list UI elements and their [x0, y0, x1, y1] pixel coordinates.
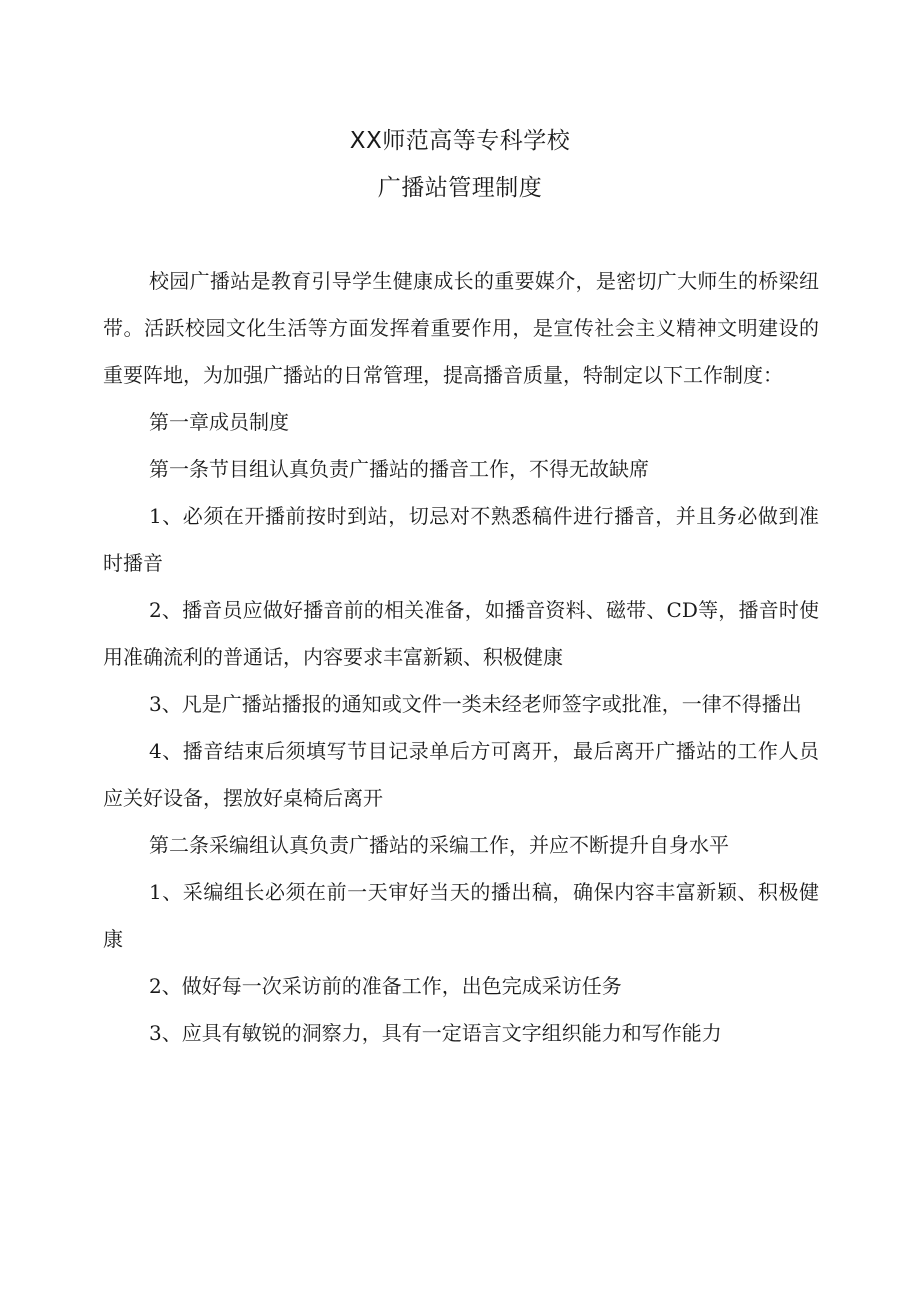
- list-item: 2、做好每一次采访前的准备工作，出色完成采访任务: [149, 974, 622, 998]
- document-title: XX师范高等专科学校: [349, 128, 571, 154]
- list-item: 4、播音结束后须填写节目记录单后方可离开，最后离开广播站的工作人员应关好设备，摆放好桌椅后离开: [103, 739, 819, 810]
- article-heading: 第一条节目组认真负责广播站的播音工作，不得无故缺席: [149, 457, 649, 481]
- article-heading: 第二条采编组认真负责广播站的采编工作，并应不断提升自身水平: [149, 833, 729, 857]
- intro-paragraph: 校园广播站是教育引导学生健康成长的重要媒介，是密切广大师生的桥梁纽带。活跃校园文化生活等方面发挥着重要作用，是宣传社会主义精神文明建设的重要阵地，为加强广播站的日常管理，提高播音质量，特制定以下工作制度：: [103, 269, 819, 387]
- document-subtitle: 广播站管理制度: [377, 175, 543, 201]
- list-item: 1、采编组长必须在前一天审好当天的播出稿，确保内容丰富新颖、积极健康: [103, 880, 819, 951]
- document-body: [103, 258, 819, 1057]
- list-item: 3、应具有敏锐的洞察力，具有一定语言文字组织能力和写作能力: [149, 1021, 722, 1045]
- list-item: 3、凡是广播站播报的通知或文件一类未经老师签字或批准，一律不得播出: [149, 692, 802, 716]
- list-item: 2、播音员应做好播音前的相关准备，如播音资料、磁带、CD等，播音时使用准确流利的普通话，内容要求丰富新颖、积极健康: [103, 598, 819, 669]
- list-item: 1、必须在开播前按时到站，切忌对不熟悉稿件进行播音，并且务必做到准时播音: [103, 504, 819, 575]
- chapter-heading: 第一章成员制度: [149, 410, 289, 434]
